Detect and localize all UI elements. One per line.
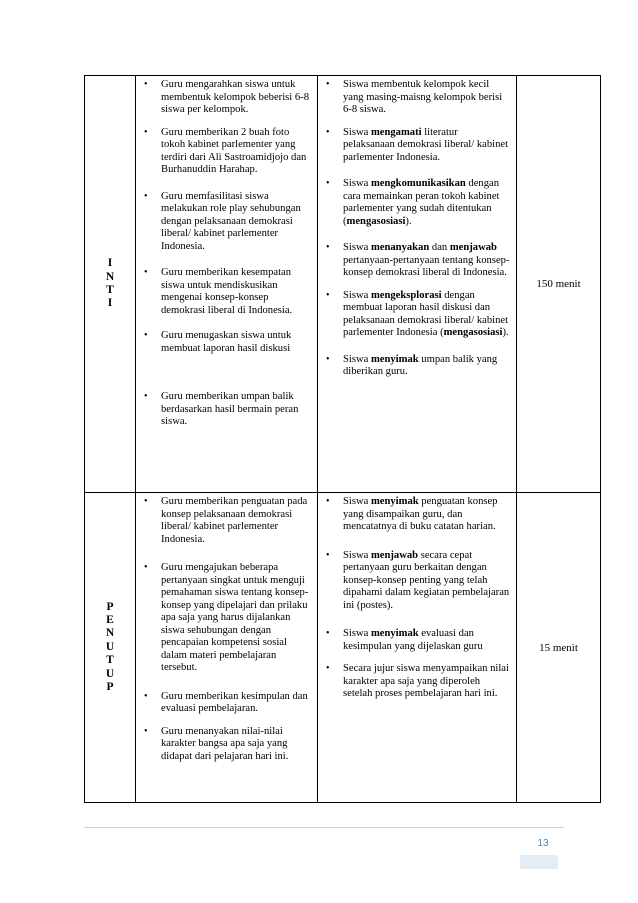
activity-text: dengan membuat laporan hasil diskusi dan pelaksanaan demokrasi liberal/ kabinet parlementer Indonesia ( [343,289,509,338]
activity-keyword: menyimak [370,628,419,639]
activity-text: pertanyaan-pertanyaan tentang konsep-konsep demokrasi liberal di Indonesia. [343,254,510,278]
student-activity-item [326,242,510,280]
phase-letter: U [105,667,115,680]
student-activity-item [326,550,510,613]
activity-keyword: mengkomunikasikan [370,178,466,189]
activity-text: Siswa membentuk kelompok kecil yang masing-maisng kelompok berisi 6-8 siswa. [343,79,503,115]
phase-letter: E [106,613,114,626]
activity-text: Secara jujur siswa menyampaikan nilai karakter apa saja yang diperoleh setelah proses pembelajaran hari ini. [343,663,509,699]
student-activities-inti [318,76,517,493]
activity-text: Guru memberikan kesempatan siswa untuk mendiskusikan mengenai konsep-konsep demokrasi liberal di Indonesia. [161,267,293,316]
bullet-icon: • [326,549,330,561]
teacher-activity-item [144,691,311,716]
teacher-activity-item [144,79,311,117]
student-activity-item [326,178,510,228]
phase-letter: I [107,297,113,310]
activity-keyword: mengamati [370,126,422,138]
bullet-icon: • [144,267,148,278]
activity-keyword: mengasosiasi [443,327,503,338]
phase-row-penutup [85,493,601,803]
activity-text: Siswa [343,289,371,301]
phase-letter: I [107,257,113,270]
bullet-icon: • [326,242,330,253]
teacher-activity-item [144,127,311,177]
activity-keyword: menyimak [370,353,419,365]
activity-text: Siswa [343,353,371,365]
activity-text: evaluasi dan kesimpulan yang dijelaskan guru [343,628,483,652]
bullet-icon: • [144,126,148,138]
teacher-activity-item [144,191,311,254]
activity-text: Guru memfasilitasi siswa melakukan role play sehubungan dengan pelaksanaan demokrasi liberal/ kabinet parlementer Indonesia. [161,190,301,252]
activity-keyword: menjawab [370,549,419,561]
activity-text: Guru menugaskan siswa untuk membuat laporan hasil diskusi [161,330,292,354]
activity-text: Siswa [343,628,371,639]
activity-text: Siswa [343,178,371,189]
teacher-activity-item [144,267,311,317]
student-activity-list [318,493,516,701]
activity-text: Guru mengajukan beberapa pertanyaan singkat untuk menguji pemahaman siswa tentang konsep-konsep yang dipelajari dan prilaku apa saja yang harus dijalankan siswa sehubungan dengan pencapaian kompetensi sosial dalam materi pembelajaran tersebut. [161,562,309,673]
activity-text: Guru memberikan 2 buah foto tokoh kabinet parlementer yang terdiri dari Ali Sastroamidjojo dan Burhanuddin Harahap. [161,126,307,175]
activity-text: dan [429,242,450,253]
teacher-activity-item [144,562,311,675]
student-activity-list [318,76,516,379]
bullet-icon: • [144,79,148,90]
teacher-activities-inti [136,76,318,493]
teacher-activity-item [144,496,311,546]
activity-text: Siswa [343,242,371,253]
student-activity-item [326,663,510,701]
activity-keyword: menanyakan [370,242,430,253]
activity-text: umpan balik yang diberikan guru. [343,353,498,377]
activity-text: Guru memberikan umpan balik berdasarkan hasil bermain peran siswa. [161,391,299,427]
bullet-icon: • [144,190,148,202]
activity-text: dengan cara memainkan peran tokoh kabinet parlementer yang sudah ditentukan ( [343,178,500,227]
activity-text: secara cepat pertanyaan guru berkaitan dengan konsep-konsep penting yang telah dipahami dalam kegiatan pembelajaran ini (postes). [343,549,510,611]
activity-text: literatur pelaksanaan demokrasi liberal/ kabinet parlementer Indonesia. [343,126,509,163]
page-number-tab [520,855,558,869]
phase-letter: U [105,640,115,653]
bullet-icon: • [144,690,148,702]
activity-keyword: menjawab [449,242,497,253]
teacher-activity-item [144,330,311,355]
activity-text: penguatan konsep yang disampaikan guru, dan mencatatnya di buku catatan harian. [343,496,498,532]
activity-text: Siswa [343,549,371,561]
student-activities-penutup [318,493,517,803]
student-activity-item [326,127,510,165]
bullet-icon: • [144,330,148,341]
activity-text: Siswa [343,496,371,507]
phase-label-penutup [85,493,136,803]
teacher-activity-list [136,76,317,429]
bullet-icon: • [326,79,330,90]
student-activity-item [326,496,510,534]
activity-text: Guru mengarahkan siswa untuk membentuk kelompok beberisi 6-8 siswa per kelompok. [161,79,309,115]
page-number: 13 [537,838,549,849]
activity-text: ). [405,215,412,227]
activity-text: Guru menanyakan nilai-nilai karakter bangsa apa saja yang didapat dari pelajaran hari ini. [161,725,289,762]
bullet-icon: • [144,496,148,507]
bullet-icon: • [326,496,330,507]
student-activity-item [326,290,510,340]
activity-text: ). [502,327,509,338]
bullet-icon: • [144,562,148,573]
phase-label-inti [85,76,136,493]
phase-letter: T [106,654,114,667]
phase-letter: N [105,627,115,640]
phase-letter: P [106,600,114,613]
bullet-icon: • [326,628,330,639]
bullet-icon: • [144,391,148,402]
phase-letter: N [105,270,115,283]
bullet-icon: • [326,663,330,674]
activity-keyword: mengasosiasi [346,215,406,227]
phase-letter: P [106,681,114,694]
activity-keyword: menyimak [370,496,419,507]
student-activity-item [326,354,510,379]
activity-text: Guru memberikan kesimpulan dan evaluasi pembelajaran. [161,690,308,714]
bullet-icon: • [326,178,330,189]
activity-text: Guru memberikan penguatan pada konsep pelaksanaan demokrasi liberal/ kabinet parlementer Indonesia. [161,496,308,545]
lesson-activity-table [84,75,601,803]
teacher-activity-list [136,493,317,763]
student-activity-item [326,79,510,117]
bullet-icon: • [326,126,330,138]
bullet-icon: • [326,289,330,301]
activity-keyword: mengeksplorasi [370,289,442,301]
student-activity-item [326,628,510,653]
teacher-activity-item [144,391,311,429]
phase-row-inti [85,76,601,493]
teacher-activities-penutup [136,493,318,803]
footer-divider [84,827,564,828]
bullet-icon: • [326,353,330,365]
activity-text: Siswa [343,126,371,138]
duration-inti: 150 menit [517,76,601,493]
phase-letter: T [106,284,114,296]
duration-penutup: 15 menit [517,493,601,803]
teacher-activity-item [144,726,311,764]
bullet-icon: • [144,725,148,737]
